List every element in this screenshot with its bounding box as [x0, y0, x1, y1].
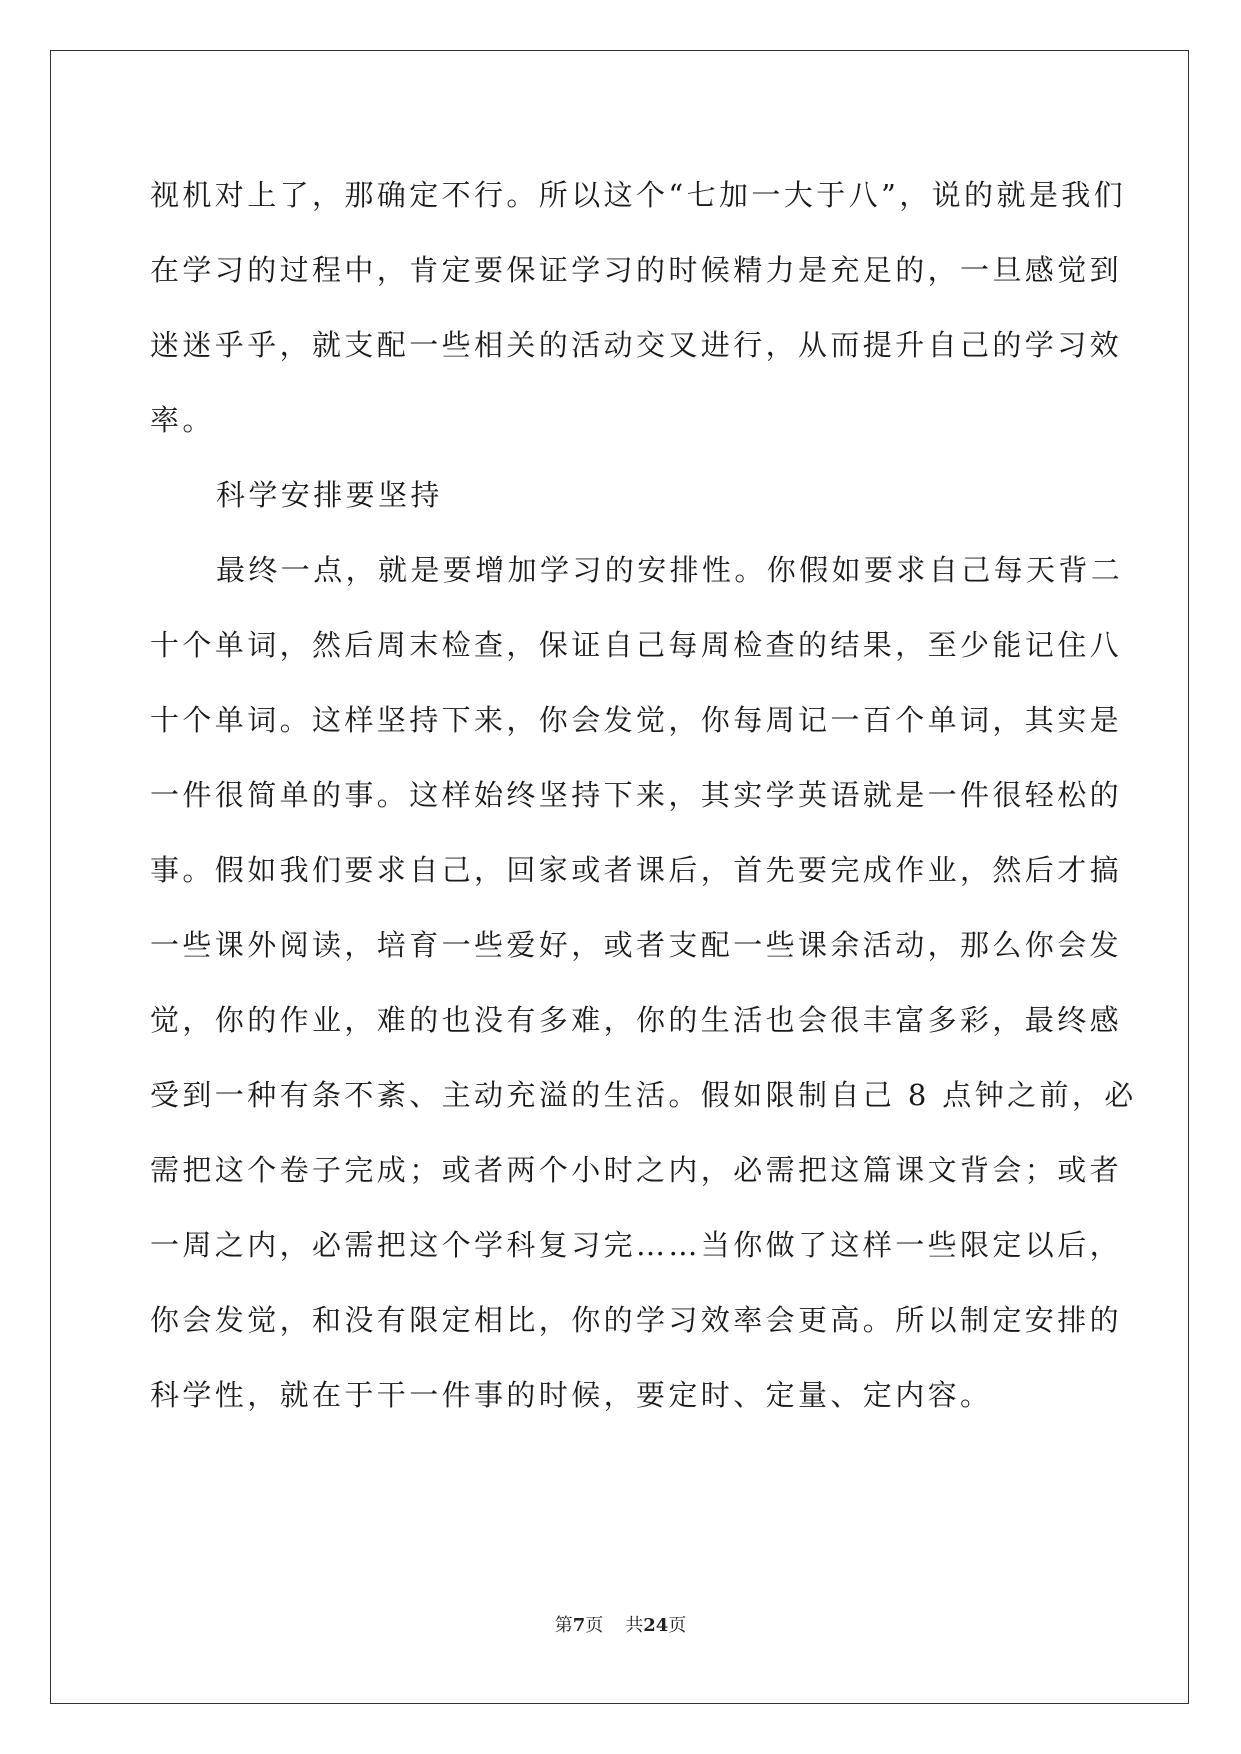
text-line: 十个单词，然后周末检查，保证自己每周检查的结果，至少能记住八	[150, 628, 1123, 662]
text-line: 你会发觉，和没有限定相比，你的学习效率会更高。所以制定安排的	[150, 1303, 1123, 1337]
section-heading: 科学安排要坚持	[216, 478, 443, 512]
text-line: 视机对上了，那确定不行。所以这个“七加一大于八”，说的就是我们	[150, 178, 1127, 212]
text-line: 需把这个卷子完成；或者两个小时之内，必需把这篇课文背会；或者	[150, 1153, 1123, 1187]
total-suffix: 页	[668, 1615, 687, 1636]
text-line: 最终一点，就是要增加学习的安排性。你假如要求自己每天背二	[216, 553, 1124, 587]
page-total: 24	[643, 1615, 669, 1636]
text-line: 一些课外阅读，培育一些爱好，或者支配一些课余活动，那么你会发	[150, 928, 1123, 962]
text-line: 受到一种有条不紊、主动充溢的生活。假如限制自己 8 点钟之前，必	[150, 1078, 1137, 1112]
text-line: 觉，你的作业，难的也没有多难，你的生活也会很丰富多彩，最终感	[150, 1003, 1123, 1037]
text-line: 十个单词。这样坚持下来，你会发觉，你每周记一百个单词，其实是	[150, 703, 1123, 737]
total-prefix: 共	[625, 1615, 644, 1636]
text-line: 在学习的过程中，肯定要保证学习的时候精力是充足的，一旦感觉到	[150, 253, 1123, 287]
page-current: 7	[572, 1615, 586, 1636]
page-suffix: 页	[585, 1615, 604, 1636]
page-prefix: 第	[554, 1615, 573, 1636]
document-body	[150, 158, 1137, 1433]
text-line: 科学性，就在于干一件事的时候，要定时、定量、定内容。	[150, 1378, 993, 1412]
page-footer	[0, 1614, 1241, 1638]
text-line: 率。	[150, 403, 215, 437]
text-line: 一件很简单的事。这样始终坚持下来，其实学英语就是一件很轻松的	[150, 778, 1123, 812]
text-line: 事。假如我们要求自己，回家或者课后，首先要完成作业，然后才搞	[150, 853, 1123, 887]
text-line: 一周之内，必需把这个学科复习完……当你做了这样一些限定以后，	[150, 1228, 1123, 1262]
text-line: 迷迷乎乎，就支配一些相关的活动交叉进行，从而提升自己的学习效	[150, 328, 1123, 362]
